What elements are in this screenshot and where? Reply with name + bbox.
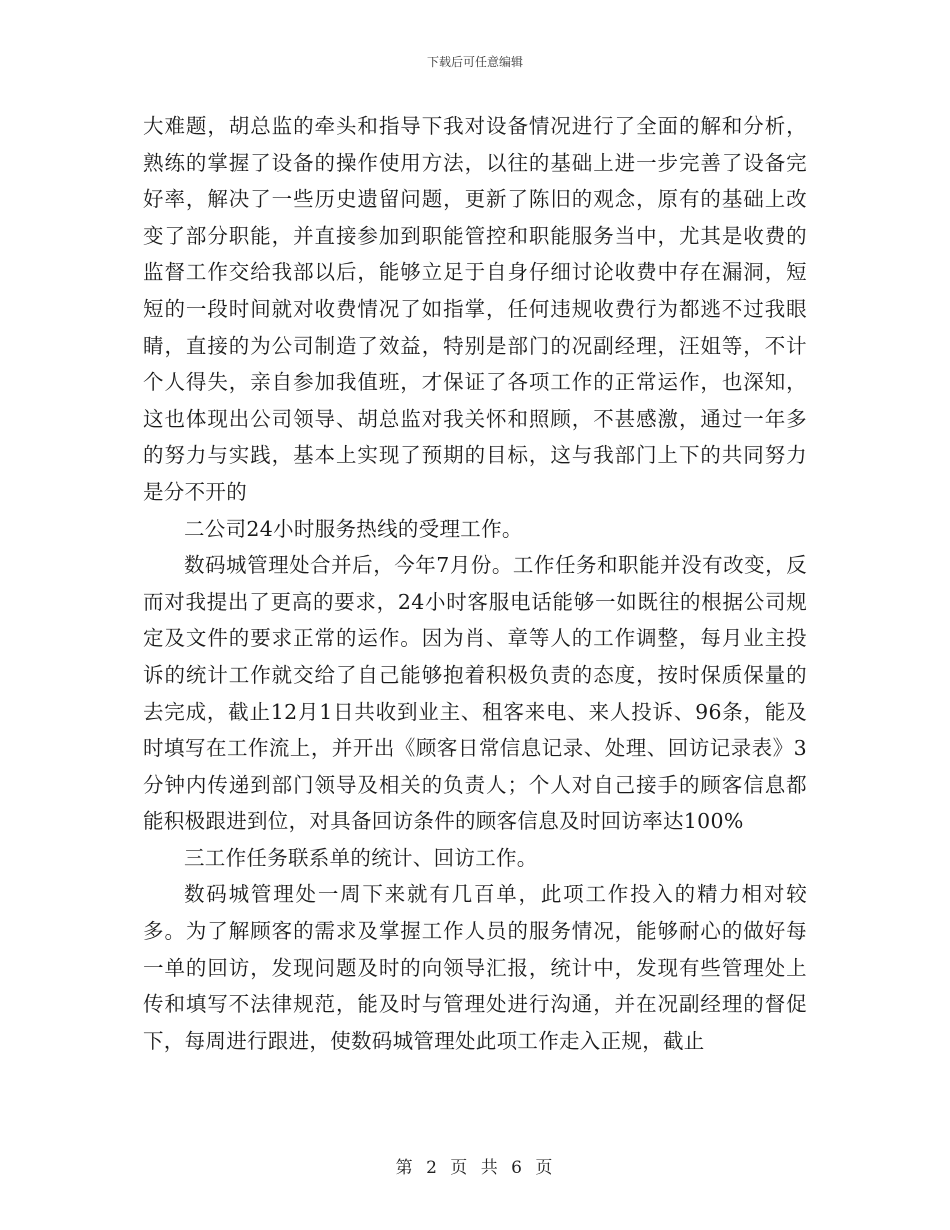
section-heading-2: 二公司24小时服务热线的受理工作。 — [184, 516, 523, 541]
paragraph: 数码城管理处合并后，今年7月份。工作任务和职能并没有改变，反而对我提出了更高的要求，24小时客服电话能够一如既往的根据公司规定及文件的要求正常的运作。因为肖、章等人的工作调整，每月业主投诉的统计工作就交给了自己能够抱着积极负责的态度，按时保质保量的去完成，截止12月1日共收到业主、租客来电、来人投诉、96条，能及时填写在工作流上，并开出《顾客日常信息记录、处理、回访记录表》3分钟内传递到部门领导及相关的负责人；个人对自己接手的顾客信息都能积极跟进到位，对具备回访条件的顾客信息及时回访率达100% — [143, 553, 807, 834]
section-heading-3: 三工作任务联系单的统计、回访工作。 — [184, 845, 538, 870]
page-header: 下载后可任意编辑 — [426, 55, 523, 69]
page-number-footer: 第 2 页 共 6 页 — [395, 1158, 555, 1178]
paragraph: 数码城管理处一周下来就有几百单，此项工作投入的精力相对较多。为了解顾客的需求及掌握工作人员的服务情况，能够耐心的做好每一单的回访，发现问题及时的向领导汇报，统计中，发现有些管理处上传和填写不法律规范，能及时与管理处进行沟通，并在况副经理的督促下，每周进行跟进，使数码城管理处此项工作走入正规，截止 — [143, 882, 807, 1053]
document-body — [143, 108, 807, 1059]
paragraph-continued: 大难题，胡总监的牵头和指导下我对设备情况进行了全面的解和分析，熟练的掌握了设备的操作使用方法，以往的基础上进一步完善了设备完好率，解决了一些历史遗留问题，更新了陈旧的观念，原有的基础上改变了部分职能，并直接参加到职能管控和职能服务当中，尤其是收费的监督工作交给我部以后，能够立足于自身仔细讨论收费中存在漏洞，短短的一段时间就对收费情况了如指掌，任何违规收费行为都逃不过我眼睛，直接的为公司制造了效益，特别是部门的况副经理，汪姐等，不计个人得失，亲自参加我值班，才保证了各项工作的正常运作，也深知，这也体现出公司领导、胡总监对我关怀和照顾，不甚感激，通过一年多的努力与实践，基本上实现了预期的目标，这与我部门上下的共同努力是分不开的 — [143, 114, 807, 504]
